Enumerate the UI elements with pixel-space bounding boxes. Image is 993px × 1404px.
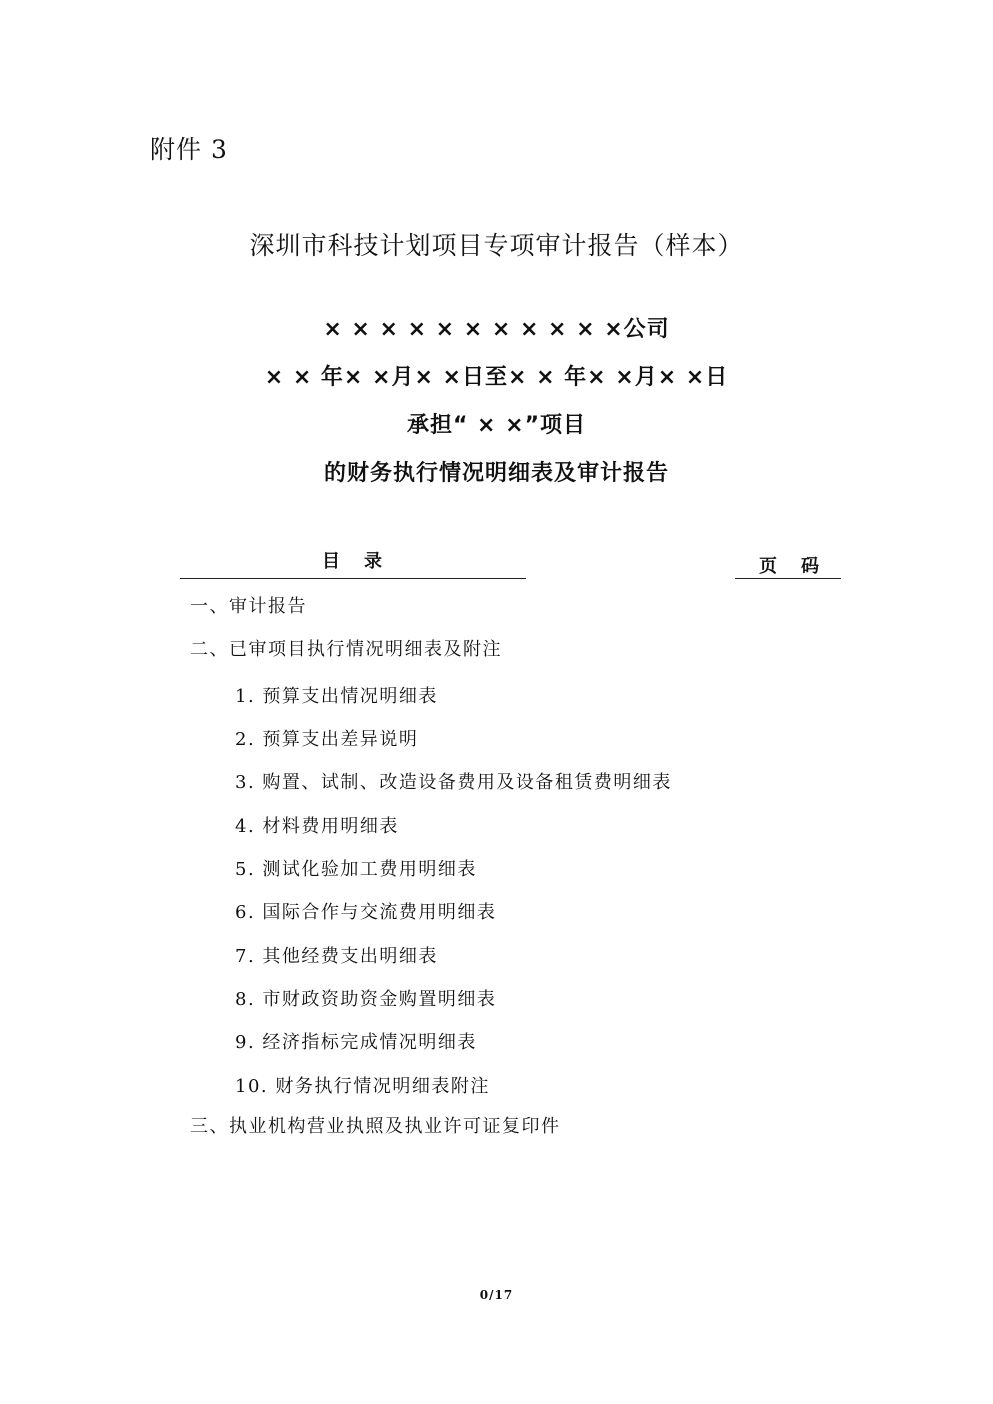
toc-heading: 目录: [322, 551, 406, 572]
toc-subitem: 8. 市财政资助资金购置明细表: [235, 989, 497, 1010]
toc-item-schedules: 二、已审项目执行情况明细表及附注: [190, 639, 502, 660]
toc-item-license-copies: 三、执业机构营业执照及执业许可证复印件: [190, 1116, 561, 1137]
toc-subitem: 6. 国际合作与交流费用明细表: [235, 902, 497, 923]
toc-subitem: 3. 购置、试制、改造设备费用及设备租赁费明细表: [235, 772, 672, 793]
period-line: × × 年× ×月× ×日至× × 年× ×月× ×日: [264, 365, 729, 390]
toc-subitem: 5. 测试化验加工费用明细表: [235, 859, 477, 880]
toc-item-audit-report: 一、审计报告: [190, 596, 307, 617]
attachment-label: 附件 3: [150, 135, 228, 164]
company-line: × × × × × × × × × × ×公司: [323, 317, 670, 342]
project-line: 承担“ × ×”项目: [406, 413, 587, 438]
toc-subitem: 10. 财务执行情况明细表附注: [235, 1076, 490, 1097]
page-number: 0/17: [479, 1288, 514, 1302]
document-title: 深圳市科技计划项目专项审计报告（样本）: [249, 231, 744, 260]
toc-subitem: 4. 材料费用明细表: [235, 816, 399, 837]
subject-line: 的财务执行情况明细表及审计报告: [323, 461, 669, 486]
toc-subitem: 9. 经济指标完成情况明细表: [235, 1032, 477, 1053]
toc-subitem: 7. 其他经费支出明细表: [235, 946, 438, 967]
page-number-heading: 页码: [759, 556, 843, 577]
page-divider: [735, 578, 841, 579]
toc-subitem: 1. 预算支出情况明细表: [235, 686, 438, 707]
toc-subitem: 2. 预算支出差异说明: [235, 729, 419, 750]
toc-divider: [180, 578, 526, 579]
